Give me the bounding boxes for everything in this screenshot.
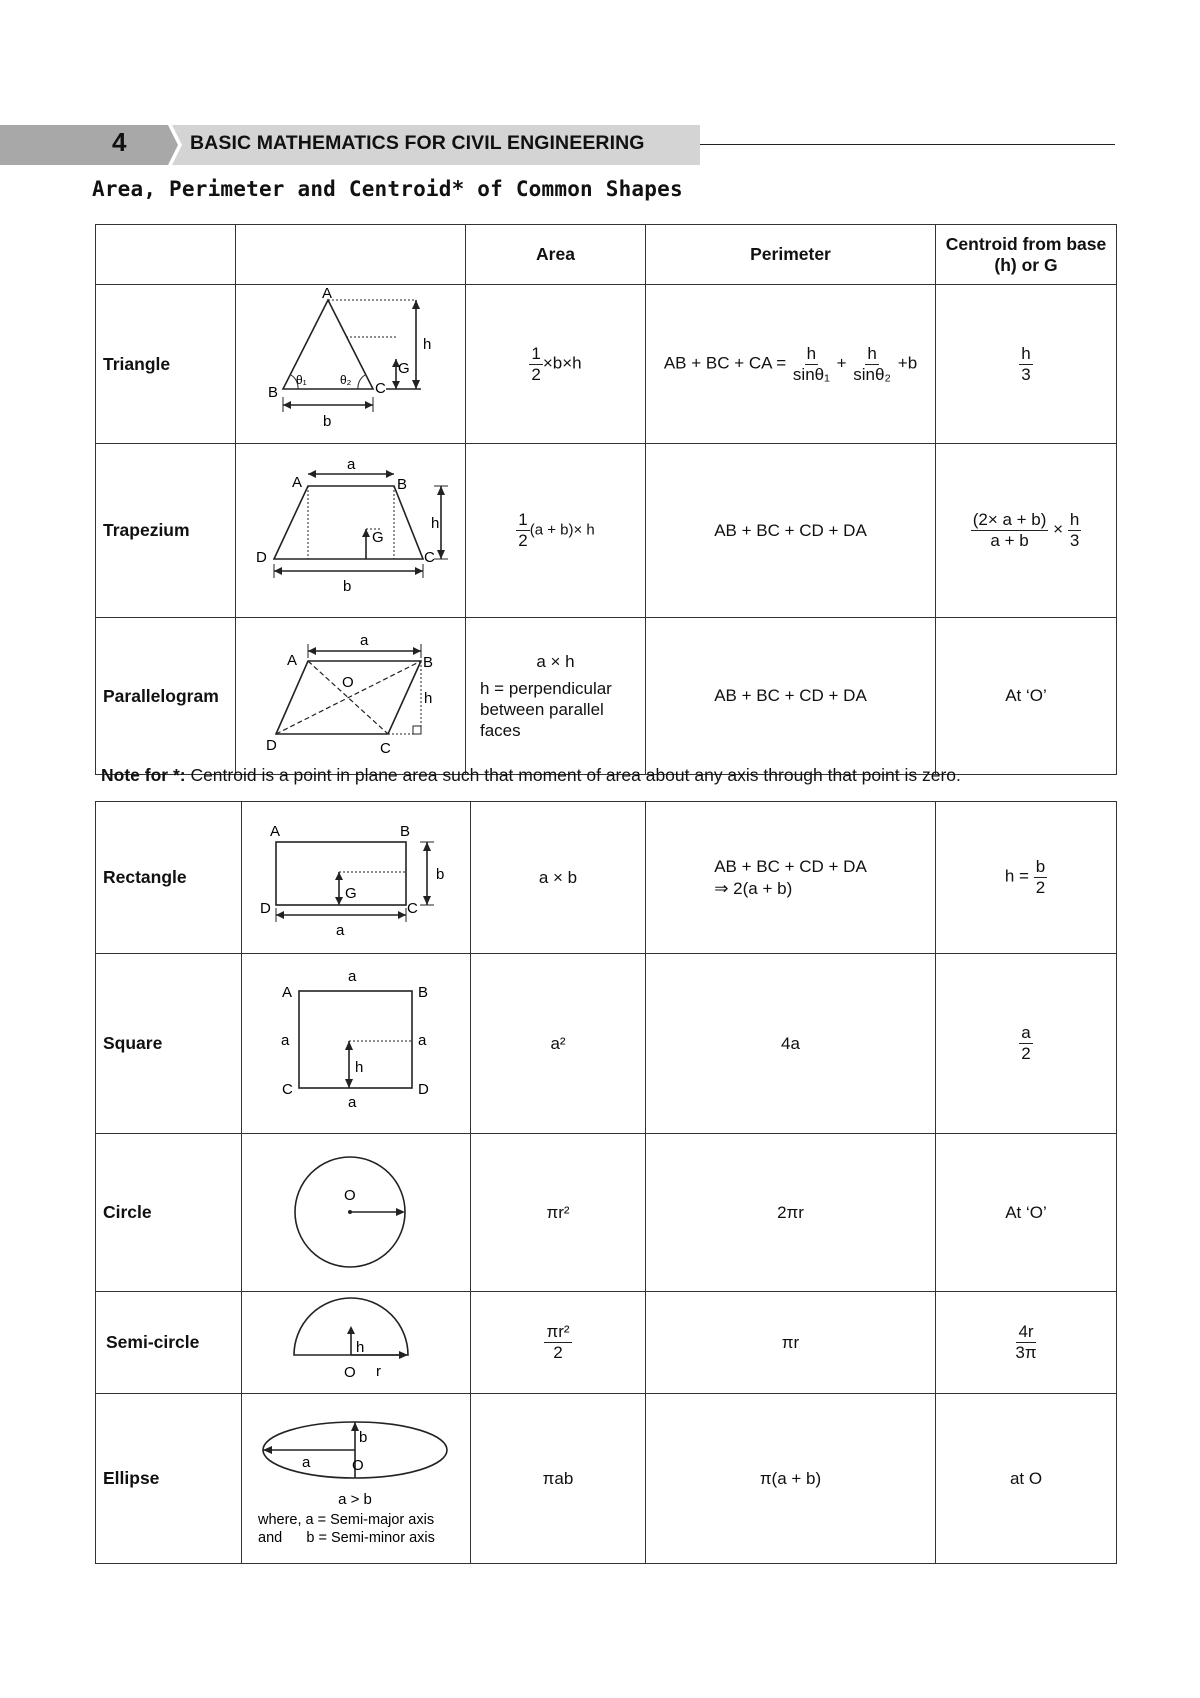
fraction (1019, 1023, 1032, 1063)
frac-num: 1 (531, 343, 541, 363)
label-a-right: a (418, 1032, 427, 1049)
fraction (791, 344, 832, 384)
circle-area: πr² (471, 1134, 646, 1292)
label-b: b (323, 413, 332, 430)
frac-num: 4r (1018, 1322, 1034, 1342)
label-D: D (256, 549, 267, 566)
perimeter-line2: ⇒ 2(a + b) (714, 878, 793, 898)
label-a-left: a (281, 1032, 290, 1049)
label-A: A (270, 823, 281, 840)
centroid-lhs: h = (1004, 866, 1029, 886)
frac-den: 3π (1015, 1343, 1037, 1362)
label-b: b (343, 578, 352, 595)
label-C: C (424, 549, 435, 566)
trapezium-diagram (236, 444, 466, 612)
area-note-line: between parallel (480, 700, 604, 719)
parallelogram-area (466, 618, 646, 775)
shapes-table-2 (95, 801, 1117, 1564)
square-perimeter: 4a (646, 954, 936, 1134)
label-B: B (418, 984, 429, 1001)
parallelogram-perimeter: AB + BC + CD + DA (646, 618, 936, 775)
frac-num: (2× a + b) (972, 510, 1047, 530)
triangle-area (466, 285, 646, 444)
header-centroid-line1: Centroid from base (945, 233, 1107, 254)
label-B: B (400, 823, 411, 840)
fraction (529, 344, 542, 384)
ellipse-perimeter: π(a + b) (646, 1394, 936, 1564)
label-a-bottom: a (348, 1094, 357, 1111)
perimeter-line1: AB + BC + CD + DA (714, 857, 867, 877)
label-h: h (356, 1339, 365, 1356)
label-b: b (359, 1429, 368, 1446)
frac-den: 2 (531, 364, 541, 384)
note-label: Note for *: (101, 765, 186, 785)
header-centroid-line2: (h) or G (994, 254, 1058, 275)
row-name-rectangle: Rectangle (96, 802, 242, 954)
semicircle-diagram (242, 1292, 471, 1388)
frac-den: 2 (1021, 1044, 1031, 1063)
label-D: D (260, 900, 271, 917)
square-centroid (936, 954, 1117, 1134)
rectangle-figure (242, 802, 471, 954)
label-condition: a > b (338, 1491, 372, 1508)
page-number: 4 (112, 127, 127, 157)
header-blank (236, 225, 466, 285)
frac-den: a + b (990, 531, 1029, 550)
shapes-table-1 (95, 224, 1117, 775)
label-a: a (302, 1454, 311, 1471)
trapezium-perimeter: AB + BC + CD + DA (646, 444, 936, 618)
label-a: a (360, 632, 369, 649)
perimeter-lines (714, 856, 867, 899)
frac-num: a (1021, 1023, 1031, 1043)
header-rule (700, 144, 1115, 145)
label-a: a (336, 922, 345, 939)
frac-den: sinθ₂ (853, 364, 892, 384)
row-name-square: Square (96, 954, 242, 1134)
label-C: C (407, 900, 418, 917)
circle-centroid: At ‘O’ (936, 1134, 1117, 1292)
header-blank (96, 225, 236, 285)
rectangle-centroid (936, 802, 1117, 954)
label-D: D (266, 737, 277, 754)
label-r: r (376, 1363, 381, 1380)
label-C: C (375, 380, 386, 397)
label-B: B (268, 384, 279, 401)
ellipse-diagram (242, 1394, 471, 1558)
frac-num: b (1035, 857, 1046, 877)
fraction (1068, 510, 1081, 550)
frac-num: 1 (518, 510, 528, 530)
label-h: h (424, 690, 433, 707)
semicircle-area (471, 1292, 646, 1394)
frac-num: h (806, 343, 817, 363)
square-figure (242, 954, 471, 1134)
label-where-a: where, a = Semi-major axis (258, 1512, 435, 1528)
area-note-line: faces (480, 721, 521, 741)
row-name-ellipse: Ellipse (96, 1394, 242, 1564)
label-theta2: θ₂ (340, 373, 352, 387)
fraction (1019, 344, 1032, 384)
row-name-trapezium: Trapezium (96, 444, 236, 618)
label-G: G (398, 360, 410, 377)
fraction (516, 510, 529, 550)
label-O: O (342, 674, 354, 691)
label-h: h (431, 515, 440, 532)
label-where-b: and b = Semi-minor axis (258, 1530, 435, 1546)
label-G: G (372, 529, 384, 546)
frac-num: h (1021, 343, 1031, 363)
label-A: A (322, 285, 333, 302)
area-rest: (a + b)× h (529, 521, 595, 539)
rectangle-perimeter (646, 802, 936, 954)
rectangle-diagram (242, 802, 471, 948)
parallelogram-figure (236, 618, 466, 775)
semicircle-figure (242, 1292, 471, 1394)
label-b: b (436, 866, 445, 883)
frac-den: 3 (1021, 364, 1031, 384)
header-perimeter: Perimeter (646, 225, 936, 285)
square-diagram (242, 954, 471, 1128)
frac-num: h (1069, 510, 1080, 530)
fraction (971, 510, 1049, 550)
fraction (544, 1322, 571, 1362)
label-O: O (344, 1187, 356, 1204)
frac-den: sinθ₁ (792, 364, 830, 384)
ellipse-figure (242, 1394, 471, 1564)
area-formula: a × h (536, 651, 575, 671)
label-O: O (344, 1364, 356, 1381)
label-theta1: θ₁ (296, 373, 307, 387)
frac-num: πr² (546, 1322, 570, 1342)
label-D: D (418, 1081, 429, 1098)
parallelogram-diagram (236, 618, 466, 769)
perimeter-lead: AB + BC + CA = (663, 353, 787, 373)
frac-den: 2 (553, 1343, 563, 1362)
frac-den: 2 (518, 531, 528, 550)
frac-den: 2 (1035, 878, 1046, 897)
row-name-triangle: Triangle (96, 285, 236, 444)
section-title: Area, Perimeter and Centroid* of Common Shapes (92, 177, 683, 201)
label-h: h (355, 1059, 364, 1076)
area-note-line: h = perpendicular (480, 678, 612, 698)
label-A: A (282, 984, 293, 1001)
triangle-perimeter (646, 285, 936, 444)
label-A: A (287, 652, 298, 669)
frac-num: h (867, 343, 877, 363)
trapezium-figure (236, 444, 466, 618)
rectangle-area: a × b (471, 802, 646, 954)
triangle-diagram (236, 285, 466, 438)
perimeter-tail: +b (897, 353, 918, 373)
semicircle-centroid (936, 1292, 1117, 1394)
label-h: h (423, 336, 432, 353)
running-title: BASIC MATHEMATICS FOR CIVIL ENGINEERING (190, 132, 645, 154)
header-area: Area (466, 225, 646, 285)
centroid-note (101, 765, 961, 786)
note-text: Centroid is a point in plane area such that moment of area about any axis through that point is zero. (185, 765, 961, 785)
header-centroid (936, 225, 1117, 285)
trapezium-centroid (936, 444, 1117, 618)
triangle-centroid (936, 285, 1117, 444)
label-G: G (345, 885, 357, 902)
ellipse-area: πab (471, 1394, 646, 1564)
label-O: O (352, 1457, 364, 1474)
label-B: B (397, 476, 408, 493)
trapezium-area (466, 444, 646, 618)
fraction (1034, 857, 1047, 897)
label-a-top: a (348, 968, 357, 985)
circle-figure (242, 1134, 471, 1292)
frac-den: 3 (1069, 531, 1080, 550)
label-B: B (423, 654, 434, 671)
ellipse-centroid: at O (936, 1394, 1117, 1564)
row-name-parallelogram: Parallelogram (96, 618, 236, 775)
times-sign: × (1053, 519, 1064, 539)
fraction (851, 344, 893, 384)
square-area: a² (471, 954, 646, 1134)
parallelogram-centroid: At ‘O’ (936, 618, 1117, 775)
circle-perimeter: 2πr (646, 1134, 936, 1292)
plus-sign: + (836, 353, 847, 373)
fraction (1013, 1322, 1038, 1362)
row-name-circle: Circle (96, 1134, 242, 1292)
label-a: a (347, 456, 356, 473)
row-name-semicircle: Semi-circle (96, 1292, 242, 1394)
semicircle-perimeter: πr (646, 1292, 936, 1394)
triangle-figure (236, 285, 466, 444)
label-C: C (282, 1081, 293, 1098)
area-rest: ×b×h (542, 353, 582, 373)
label-A: A (292, 474, 303, 491)
circle-diagram (242, 1134, 471, 1286)
label-C: C (380, 740, 391, 757)
